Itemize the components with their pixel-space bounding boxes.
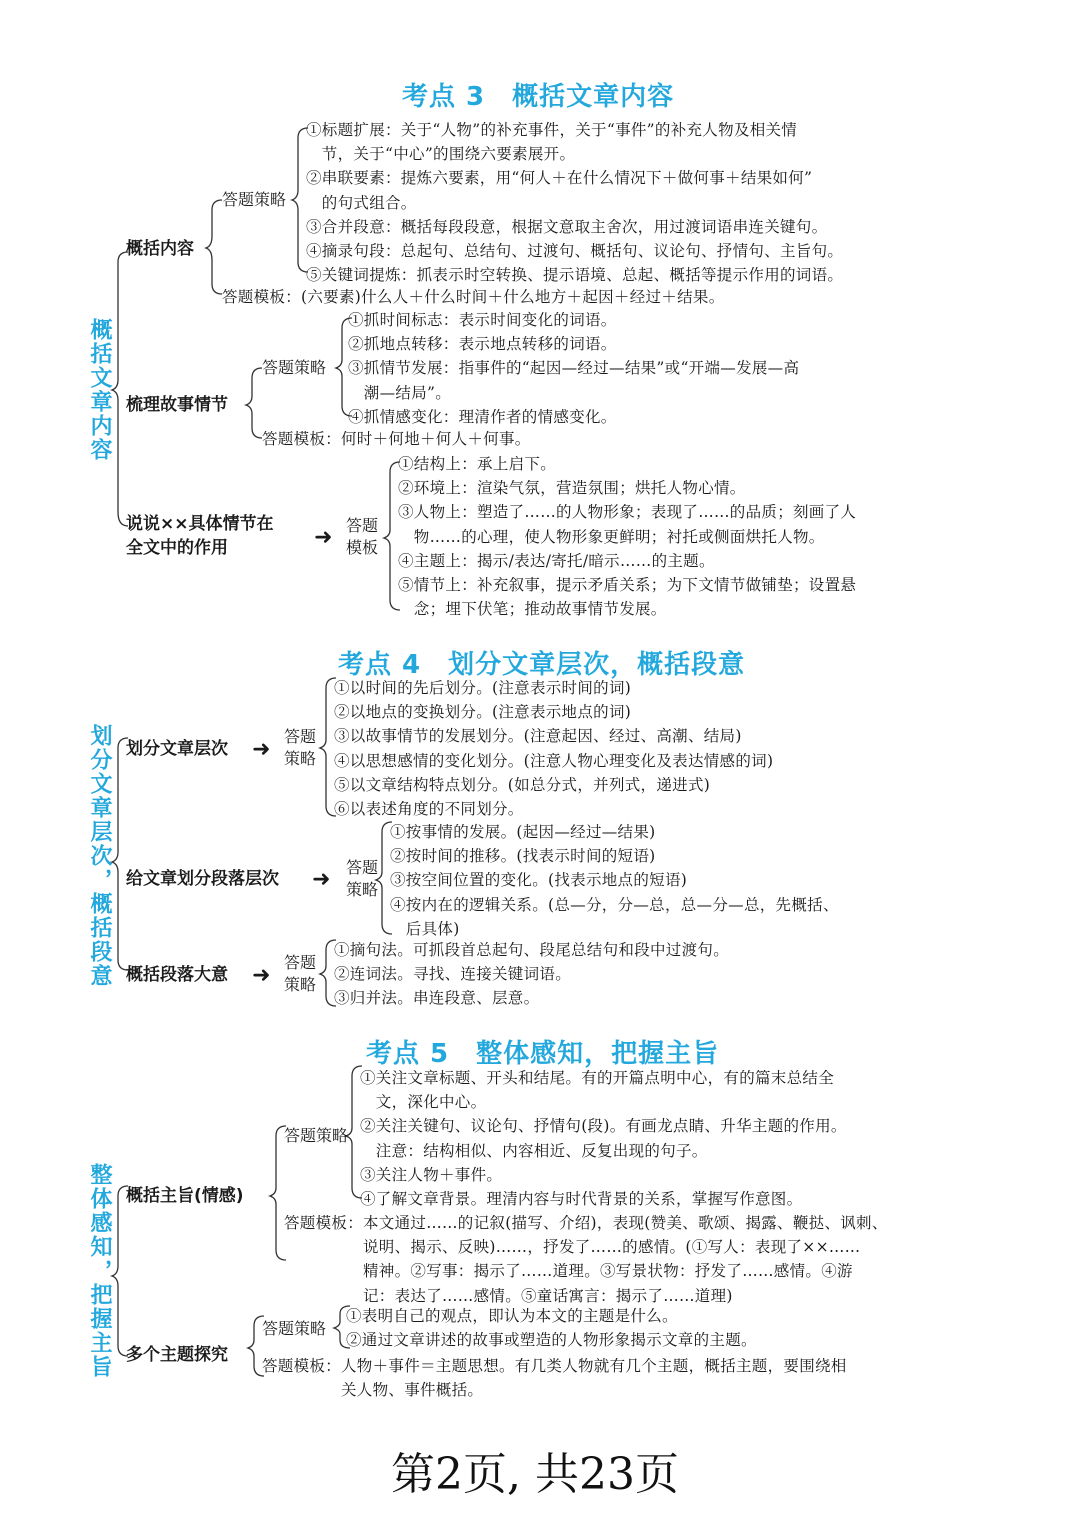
- list-item: ③关注人物＋事件。: [360, 1165, 503, 1184]
- label-strategy: 答题策略: [284, 953, 317, 994]
- page-number-footer: 第2页, 共23页: [391, 1449, 679, 1500]
- list-item: ⑥以表述角度的不同划分。: [334, 800, 524, 819]
- section4-title: 考点 4 划分文章层次，概括段意: [338, 650, 746, 680]
- label-strategy: 答题策略: [346, 858, 379, 899]
- list-item: ③按空间位置的变化。(找表示地点的短语): [390, 871, 688, 890]
- list-item: ③以故事情节的发展划分。(注意起因、经过、高潮、结局): [334, 727, 742, 746]
- list-item: 注意：结构相似、内容相近、反复出现的句子。: [360, 1141, 708, 1160]
- s3-n1-model: 答题模板：(六要素)什么人＋什么时间＋什么地方＋起因＋经过＋结果。: [222, 288, 725, 306]
- list-item: ①摘句法。可抓段首总起句、段尾总结句和段中过渡句。: [334, 941, 730, 959]
- list-item: ③抓情节发展：指事件的“起因—经过—结果”或“开端—发展—高: [348, 359, 800, 378]
- list-item: ②按时间的推移。(找表示时间的短语): [390, 847, 656, 866]
- list-item: ①以时间的先后划分。(注意表示时间的词): [334, 679, 632, 697]
- list-item: 文，深化中心。: [360, 1093, 487, 1112]
- list-item: ②关注关键句、议论句、抒情句(段)。有画龙点睛、升华主题的作用。: [360, 1117, 847, 1136]
- list-item: ④以思想感情的变化划分。(注意人物心理变化及表达情感的词): [334, 751, 774, 770]
- list-item: 的句式组合。: [306, 193, 417, 212]
- arrow-right-icon: ➜: [312, 867, 331, 892]
- node-summarize-theme: 概括主旨(情感): [126, 1186, 244, 1206]
- label-strategy: 答题策略: [284, 727, 317, 768]
- list-item: ④按内在的逻辑关系。(总—分，分—总，总—分—总，先概括、: [390, 895, 839, 914]
- list-item: ⑤关键词提炼：抓表示时空转换、提示语境、总起、概括等提示作用的词语。: [306, 266, 844, 285]
- s3-n2-model: 答题模板：何时＋何地＋何人＋何事。: [262, 430, 531, 448]
- arrow-right-icon: ➜: [252, 963, 271, 988]
- list-item: ②通过文章讲述的故事或塑造的人物形象揭示文章的主题。: [346, 1331, 757, 1350]
- list-item: 潮—结局”。: [348, 383, 452, 402]
- list-item: ③人物上：塑造了……的人物形象；表现了……的品质；刻画了人: [398, 503, 857, 522]
- s5-n2-model: [262, 1354, 847, 1402]
- list-item: ③合并段意：概括每段段意，根据文意取主舍次，用过渡词语串连关键句。: [306, 217, 828, 236]
- list-item: ①按事情的发展。(起因—经过—结果): [390, 823, 656, 841]
- label-strategy: 答题策略: [284, 1126, 349, 1145]
- list-item: ②以地点的变换划分。(注意表示地点的词): [334, 703, 632, 722]
- list-item: ④主题上：揭示/表达/寄托/暗示……的主题。: [398, 551, 715, 570]
- list-item: ⑤以文章结构特点划分。(如总分式，并列式，递进式): [334, 775, 711, 794]
- node-divide-layers: 划分文章层次: [126, 739, 228, 759]
- section3-side-title: 概括文章内容: [87, 318, 112, 462]
- s5-n2-items: [346, 1304, 757, 1352]
- list-item: ②环境上：渲染气氛，营造氛围；烘托人物心情。: [398, 479, 746, 498]
- node-summarize-content: 概括内容: [126, 239, 194, 259]
- list-item: 后具体): [390, 919, 460, 938]
- list-item: ④了解文章背景。理清内容与时代背景的关系，掌握写作意图。: [360, 1190, 803, 1209]
- list-item: ③归并法。串连段意、层意。: [334, 989, 540, 1008]
- arrow-right-icon: ➜: [314, 525, 333, 550]
- label-strategy: 答题策略: [262, 358, 327, 377]
- s5-n1-items: [360, 1066, 847, 1211]
- label-model: 答题模板: [346, 516, 379, 557]
- list-item: ②串联要素：提炼六要素，用“何人＋在什么情况下＋做何事＋结果如何”: [306, 169, 813, 188]
- section5-side-title: 整体感知，把握主旨: [87, 1163, 112, 1379]
- section4-side-title: 划分文章层次，概括段意: [87, 724, 112, 988]
- list-item: ①关注文章标题、开头和结尾。有的开篇点明中心，有的篇末总结全: [360, 1069, 835, 1087]
- node-multiple-themes: 多个主题探究: [126, 1345, 228, 1365]
- list-item: ④抓情感变化：理清作者的情感变化。: [348, 407, 617, 426]
- model-line: 关人物、事件概括。: [262, 1381, 484, 1400]
- list-item: ②抓地点转移：表示地点转移的词语。: [348, 335, 617, 354]
- list-item: ①标题扩展：关于“人物”的补充事件，关于“事件”的补充人物及相关情: [306, 121, 798, 139]
- list-item: 节，关于“中心”的围绕六要素展开。: [306, 145, 576, 164]
- section3-title: 考点 3 概括文章内容: [402, 82, 675, 112]
- model-line: 记：表达了……感情。⑤童话寓言：揭示了……道理): [284, 1286, 733, 1305]
- node-plot-sorting: 梳理故事情节: [126, 395, 228, 415]
- list-item: ①表明自己的观点，即认为本文的主题是什么。: [346, 1307, 678, 1325]
- list-item: ②连词法。寻找、连接关键词语。: [334, 965, 572, 984]
- model-line: 说明、揭示、反映)……，抒发了……的感情。(①写人：表现了××……: [284, 1238, 861, 1257]
- section5-title: 考点 5 整体感知，把握主旨: [366, 1039, 720, 1069]
- s5-n1-model: [284, 1211, 888, 1308]
- model-line: 精神。②写事：揭示了……道理。③写景状物：抒发了……感情。④游: [284, 1262, 853, 1281]
- model-line: 答题模板：人物＋事件＝主题思想。有几类人物就有几个主题，概括主题，要围绕相: [262, 1357, 847, 1375]
- label-strategy: 答题策略: [262, 1319, 327, 1338]
- node-plot-role-line1: 说说××具体情节在: [126, 514, 274, 534]
- node-paragraph-main-idea: 概括段落大意: [126, 965, 228, 985]
- list-item: ④摘录句段：总起句、总结句、过渡句、概括句、议论句、抒情句、主旨句。: [306, 242, 844, 261]
- list-item: ⑤情节上：补充叙事，提示矛盾关系；为下文情节做铺垫；设置悬: [398, 576, 857, 595]
- list-item: ①抓时间标志：表示时间变化的词语。: [348, 311, 617, 329]
- node-divide-paragraph-layers: 给文章划分段落层次: [126, 869, 279, 889]
- label-strategy: 答题策略: [222, 190, 287, 209]
- list-item: ①结构上：承上启下。: [398, 455, 557, 473]
- list-item: 念；埋下伏笔；推动故事情节发展。: [398, 600, 667, 619]
- node-plot-role-line2: 全文中的作用: [126, 538, 228, 558]
- model-line: 答题模板：本文通过……的记叙(描写、介绍)，表现(赞美、歌颂、揭露、鞭挞、讽刺、: [284, 1214, 888, 1232]
- list-item: 物……的心理，使人物形象更鲜明；衬托或侧面烘托人物。: [398, 527, 825, 546]
- arrow-right-icon: ➜: [252, 737, 271, 762]
